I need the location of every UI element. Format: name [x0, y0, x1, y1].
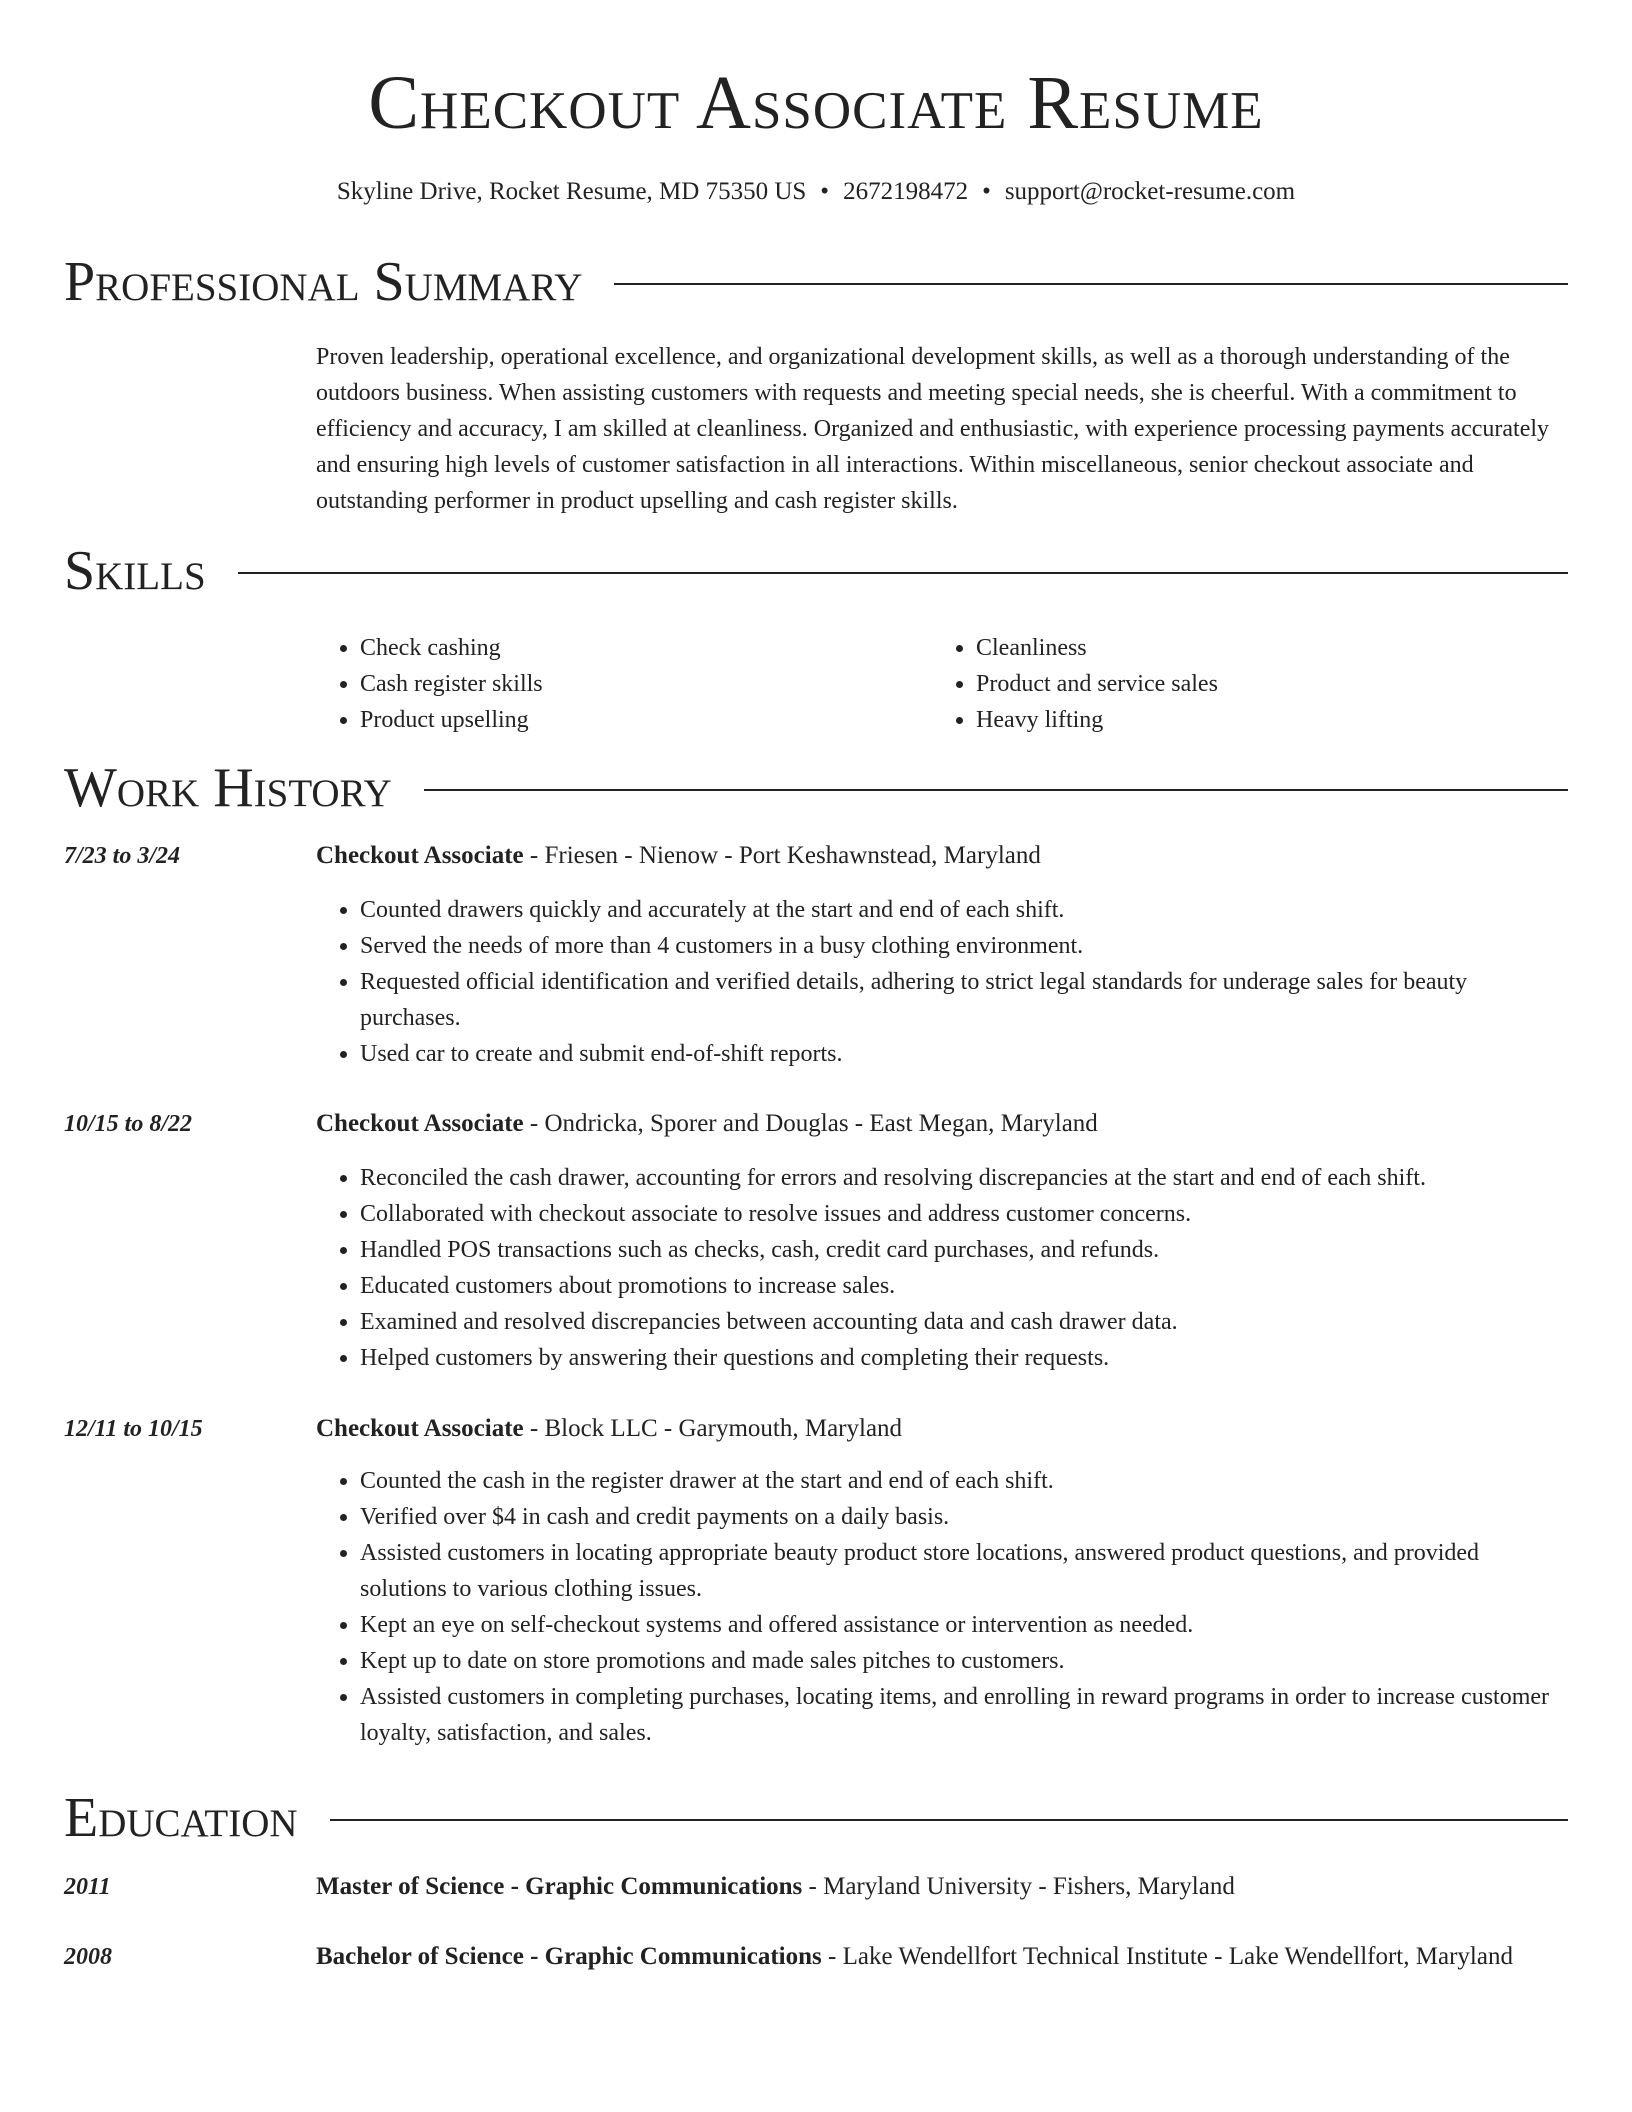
skills-list: [316, 630, 1570, 738]
contact-line: [0, 176, 1632, 208]
section-title: Education: [64, 1787, 298, 1849]
job-role-line: [316, 838, 1570, 874]
skill-item: • Heavy lifting: [976, 702, 1548, 738]
job-dates: 12/11 to 10/15: [64, 1416, 203, 1442]
phone: 2672198472: [843, 178, 969, 205]
education-year: 2008: [64, 1944, 112, 1970]
job-bullets: [316, 892, 1570, 1072]
section-title: Professional Summary: [64, 251, 583, 313]
work-history-section-header: [64, 756, 1568, 820]
job-bullet: • Handled POS transactions such as checks, cash, credit card purchases, and refunds.: [360, 1232, 1570, 1268]
job-bullet: • Helped customers by answering their questions and completing their requests.: [360, 1340, 1570, 1376]
skills-section-header: [64, 539, 1568, 603]
job-bullet: • Reconciled the cash drawer, accounting for errors and resolving discrepancies at the start and end of each shift.: [360, 1160, 1570, 1196]
job-bullet: • Kept an eye on self-checkout systems and offered assistance or intervention as needed.: [360, 1607, 1570, 1643]
job-title: Checkout Associate: [316, 1415, 524, 1442]
job-dates: 7/23 to 3/24: [64, 843, 181, 869]
separator: •: [820, 178, 830, 205]
job-bullet: • Counted drawers quickly and accurately at the start and end of each shift.: [360, 892, 1570, 928]
job-bullet: • Assisted customers in completing purchases, locating items, and enrolling in reward programs in order to increase customer loyalty, satisfaction, and sales.: [360, 1679, 1570, 1751]
section-divider: [424, 789, 1568, 791]
job-employer: - Friesen - Nienow - Port Keshawnstead, Maryland: [523, 842, 1041, 869]
education-year: 2011: [64, 1874, 111, 1900]
job-dates: 10/15 to 8/22: [64, 1111, 193, 1137]
skill-item: • Check cashing: [360, 630, 932, 666]
summary-text: Proven leadership, operational excellence, and organizational development skills, as well as a thorough understanding of the outdoors business. When assisting customers with requests and meeting special needs, she is cheerful. With a commitment to efficiency and accuracy, I am skilled at cleanliness. Organized and enthusiastic, with experience processing payments accurately and ensuring high levels of customer satisfaction in all interactions. Within miscellaneous, senior checkout associate and outstanding performer in product upselling and cash register skills.: [316, 344, 1550, 514]
job-bullets: [316, 1463, 1570, 1751]
job-bullet: • Examined and resolved discrepancies between accounting data and cash drawer data.: [360, 1304, 1570, 1340]
job-bullet: • Collaborated with checkout associate to resolve issues and address customer concerns.: [360, 1196, 1570, 1232]
job-bullet: • Counted the cash in the register drawer at the start and end of each shift.: [360, 1463, 1570, 1499]
job-bullet: • Educated customers about promotions to increase sales.: [360, 1268, 1570, 1304]
email: support@rocket-resume.com: [1004, 178, 1296, 205]
job-bullet: • Verified over $4 in cash and credit payments on a daily basis.: [360, 1499, 1570, 1535]
job-employer: - Ondricka, Sporer and Douglas - East Megan, Maryland: [523, 1110, 1098, 1137]
job-bullet: • Served the needs of more than 4 customers in a busy clothing environment.: [360, 928, 1570, 964]
separator: •: [982, 178, 991, 205]
job-bullet: • Requested official identification and verified details, adhering to strict legal standards for underage sales for beauty purchases.: [360, 964, 1570, 1036]
section-divider: [614, 283, 1568, 285]
education-school: - Lake Wendellfort Technical Institute - Lake Wendellfort, Maryland: [821, 1943, 1513, 1970]
job-title: Checkout Associate: [316, 842, 524, 869]
skills-column-left: [316, 630, 932, 738]
education-degree: Master of Science - Graphic Communications: [316, 1873, 803, 1900]
education-degree-line: [316, 1869, 1570, 1905]
section-title: Work History: [64, 757, 392, 819]
skills-column-right: [932, 630, 1548, 738]
summary-section-header: [64, 250, 1568, 314]
job-role-line: [316, 1106, 1570, 1142]
address: Skyline Drive, Rocket Resume, MD 75350 US: [336, 178, 807, 205]
section-divider: [330, 1819, 1568, 1821]
skill-item: • Cash register skills: [360, 666, 932, 702]
job-employer: - Block LLC - Garymouth, Maryland: [523, 1415, 903, 1442]
job-bullet: • Used car to create and submit end-of-shift reports.: [360, 1036, 1570, 1072]
education-section-header: [64, 1786, 1568, 1850]
job-bullets: [316, 1160, 1570, 1376]
section-title: Skills: [64, 540, 206, 602]
education-degree: Bachelor of Science - Graphic Communications: [316, 1943, 822, 1970]
skill-item: • Product upselling: [360, 702, 932, 738]
job-title: Checkout Associate: [316, 1110, 524, 1137]
job-role-line: [316, 1411, 1570, 1447]
resume-title: Checkout Associate Resume: [368, 61, 1264, 145]
education-school: - Maryland University - Fishers, Maryland: [802, 1873, 1235, 1900]
job-bullet: • Assisted customers in locating appropriate beauty product store locations, answered product questions, and provided solutions to various clothing issues.: [360, 1535, 1570, 1607]
skill-item: • Product and service sales: [976, 666, 1548, 702]
section-divider: [238, 572, 1568, 574]
education-degree-line: [316, 1939, 1570, 1975]
job-bullet: • Kept up to date on store promotions and made sales pitches to customers.: [360, 1643, 1570, 1679]
skill-item: • Cleanliness: [976, 630, 1548, 666]
